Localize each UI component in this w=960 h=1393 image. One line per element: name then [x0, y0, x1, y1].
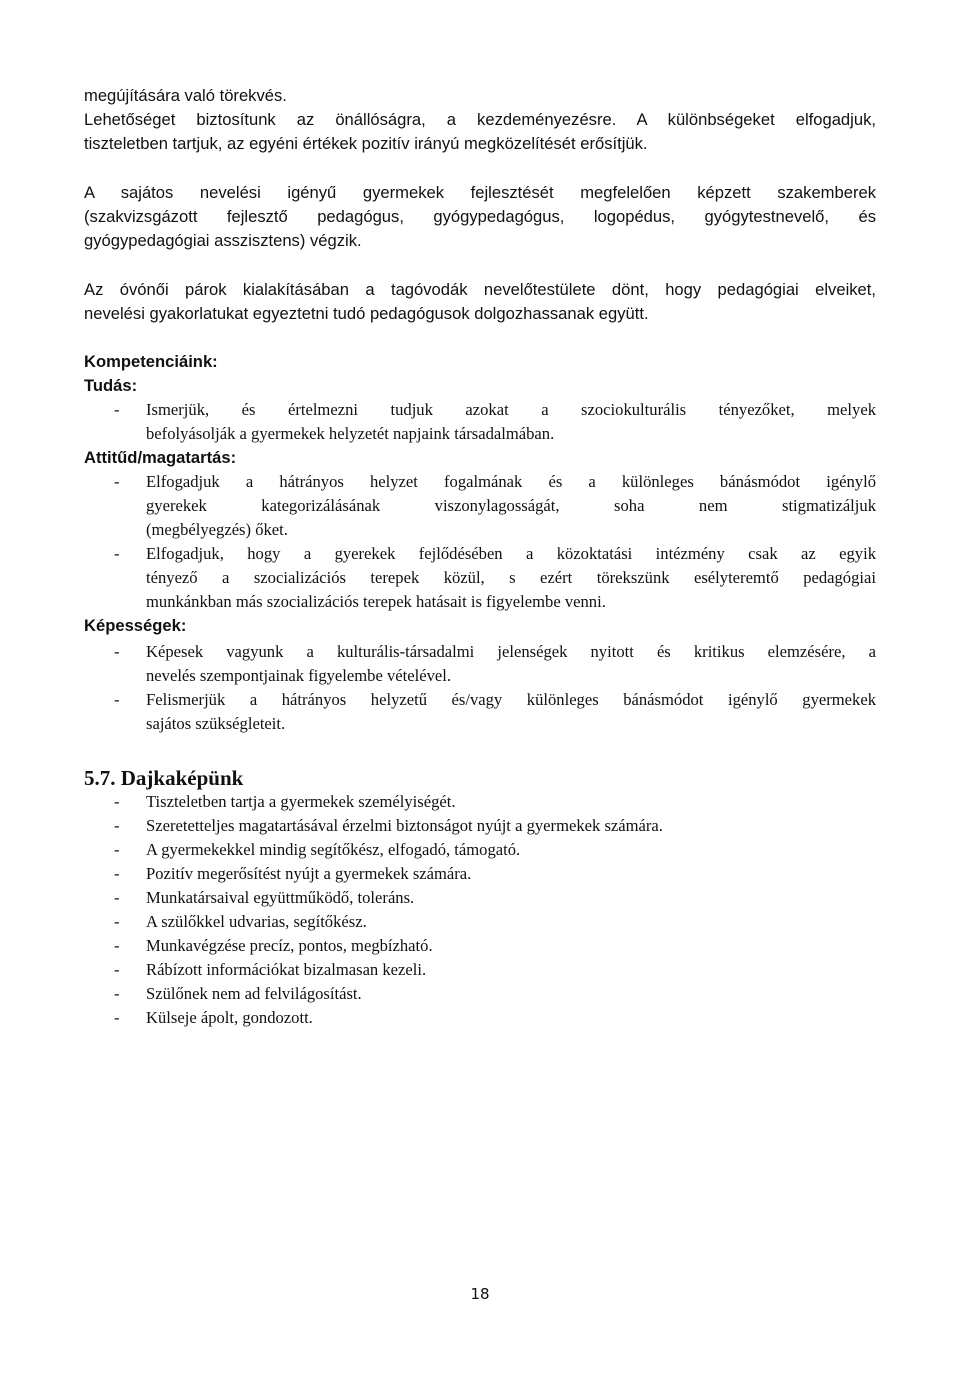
intro-paragraph	[84, 84, 876, 156]
paragraph-line: nevelési gyakorlatukat egyeztetni tudó pedagógusok dolgozhassanak együtt.	[84, 304, 649, 323]
list-item	[114, 982, 876, 1006]
pairs-paragraph	[84, 278, 876, 326]
list-item-line: Felismerjük a hátrányos helyzetű és/vagy különleges bánásmódot igénylő gyermekek	[146, 690, 876, 709]
list-item-text: A gyermekekkel mindig segítőkész, elfogadó, támogató.	[146, 840, 521, 859]
list-item	[114, 814, 876, 838]
list-item-line: nevelés szempontjainak figyelembe vételével.	[146, 666, 452, 685]
paragraph-line: A sajátos nevelési igényű gyermekek fejlesztését megfelelően képzett szakemberek	[84, 183, 876, 202]
list-item-line: Elfogadjuk a hátrányos helyzet fogalmának és a különleges bánásmódot igénylő	[146, 472, 876, 491]
list-item-line: tényező a szocializációs terepek közül, s ezért törekszünk esélyteremtő pedagógiai	[146, 568, 876, 587]
dash-bullet: -	[114, 816, 120, 835]
knowledge-heading: Tudás:	[84, 376, 138, 395]
special-needs-paragraph	[84, 181, 876, 253]
dash-bullet: -	[114, 840, 120, 859]
paragraph-line: Az óvónői párok kialakításában a tagóvodák nevelőtestülete dönt, hogy pedagógiai elveiket,	[84, 280, 876, 299]
dash-bullet: -	[114, 544, 120, 563]
list-item	[114, 1006, 876, 1030]
knowledge-list	[114, 398, 876, 446]
nanny-list	[114, 790, 876, 1030]
list-item-text: Külseje ápolt, gondozott.	[146, 1008, 313, 1027]
paragraph-line: gyógypedagógiai asszisztens) végzik.	[84, 231, 362, 250]
list-item	[114, 886, 876, 910]
competencies-heading: Kompetenciáink:	[84, 352, 218, 371]
list-item-text: Munkatársaival együttműködő, toleráns.	[146, 888, 415, 907]
list-item-text: Tiszteletben tartja a gyermekek személyiségét.	[146, 792, 456, 811]
list-item-line: Elfogadjuk, hogy a gyerekek fejlődésében a közoktatási intézmény csak az egyik	[146, 544, 876, 563]
intro-line: tiszteletben tartjuk, az egyéni értékek pozitív irányú megközelítését erősítjük.	[84, 134, 648, 153]
attitude-heading: Attitűd/magatartás:	[84, 448, 237, 467]
dash-bullet: -	[114, 888, 120, 907]
dash-bullet: -	[114, 642, 120, 661]
dash-bullet: -	[114, 936, 120, 955]
dash-bullet: -	[114, 472, 120, 491]
list-item-line: (megbélyegzés) őket.	[146, 520, 288, 539]
section-title: 5.7. Dajkaképünk	[84, 766, 244, 790]
list-item-line: befolyásolják a gyermekek helyzetét napjaink társadalmában.	[146, 424, 555, 443]
list-item-text: Pozitív megerősítést nyújt a gyermekek számára.	[146, 864, 472, 883]
list-item-text: Szeretetteljes magatartásával érzelmi biztonságot nyújt a gyermekek számára.	[146, 816, 663, 835]
list-item-line: Ismerjük, és értelmezni tudjuk azokat a szociokulturális tényezőket, melyek	[146, 400, 876, 419]
page-number: 18	[470, 1285, 490, 1303]
list-item	[114, 790, 876, 814]
dash-bullet: -	[114, 1008, 120, 1027]
paragraph-line: (szakvizsgázott fejlesztő pedagógus, gyógypedagógus, logopédus, gyógytestnevelő, és	[84, 207, 876, 226]
dash-bullet: -	[114, 984, 120, 1003]
intro-line: Lehetőséget biztosítunk az önállóságra, a kezdeményezésre. A különbségeket elfogadjuk,	[84, 110, 876, 129]
list-item	[114, 688, 876, 736]
list-item-text: A szülőkkel udvarias, segítőkész.	[146, 912, 367, 931]
list-item-text: Munkavégzése precíz, pontos, megbízható.	[146, 936, 433, 955]
list-item-line: sajátos szükségleteit.	[146, 714, 286, 733]
list-item-line: Képesek vagyunk a kulturális-társadalmi jelenségek nyitott és kritikus elemzésére, a	[146, 642, 876, 661]
dash-bullet: -	[114, 400, 120, 419]
dash-bullet: -	[114, 912, 120, 931]
list-item	[114, 398, 876, 446]
list-item	[114, 640, 876, 688]
dash-bullet: -	[114, 792, 120, 811]
skills-heading: Képességek:	[84, 616, 187, 635]
list-item	[114, 958, 876, 982]
list-item-line: munkánkban más szocializációs terepek hatásait is figyelembe venni.	[146, 592, 606, 611]
list-item	[114, 934, 876, 958]
list-item-text: Szülőnek nem ad felvilágosítást.	[146, 984, 362, 1003]
dash-bullet: -	[114, 864, 120, 883]
list-item	[114, 542, 876, 614]
skills-list	[114, 640, 876, 736]
list-item-line: gyerekek kategorizálásának viszonylagosságát, soha nem stigmatizáljuk	[146, 496, 876, 515]
list-item-text: Rábízott információkat bizalmasan kezeli.	[146, 960, 427, 979]
list-item	[114, 910, 876, 934]
list-item	[114, 838, 876, 862]
dash-bullet: -	[114, 690, 120, 709]
list-item	[114, 862, 876, 886]
list-item	[114, 470, 876, 542]
intro-line: megújítására való törekvés.	[84, 86, 287, 105]
dash-bullet: -	[114, 960, 120, 979]
attitude-list	[114, 470, 876, 614]
